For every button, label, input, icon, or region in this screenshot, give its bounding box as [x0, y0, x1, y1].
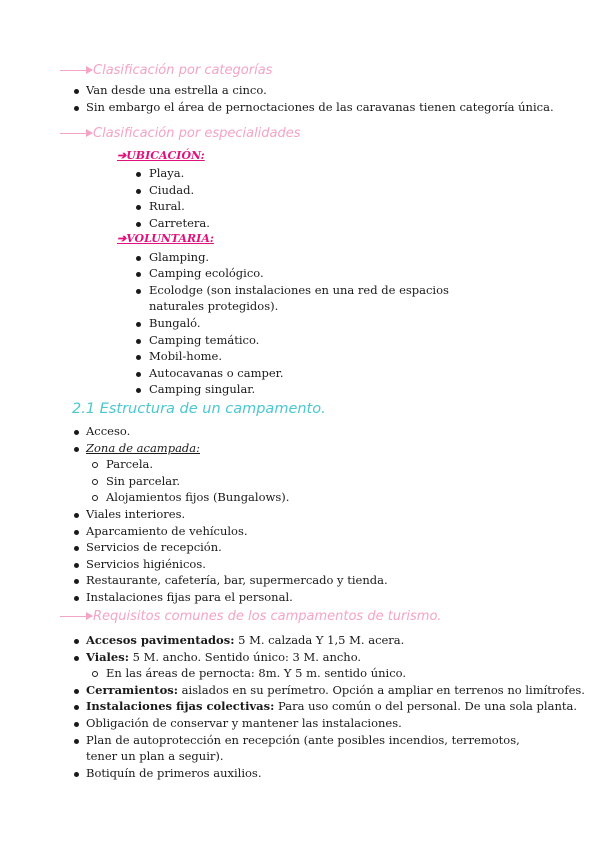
- circle-bullet-icon: [92, 495, 98, 501]
- bullet-icon: [74, 106, 79, 111]
- list-item: Bungaló.: [149, 316, 201, 330]
- heading-especialidades: [60, 125, 301, 141]
- list-item-viales: [86, 649, 361, 665]
- list-item: Plan de autoprotección en recepción (ante posibles incendios, terremotos, tener un plan a seguir).: [86, 733, 520, 763]
- list-item: Servicios higiénicos.: [86, 557, 206, 571]
- subheading-voluntaria: ➔VOLUNTARIA:: [117, 232, 214, 245]
- bullet-icon: [136, 339, 141, 344]
- list-item: Glamping.: [149, 250, 210, 264]
- heading-requisitos: [60, 608, 442, 624]
- bullet-icon: [136, 289, 141, 294]
- list-item: Servicios de recepción.: [86, 540, 222, 554]
- heading-especialidades-text: Clasificación por especialidades: [93, 125, 301, 141]
- bullet-icon: [136, 322, 141, 327]
- heading-categorias: [60, 62, 272, 78]
- bullet-icon: [74, 705, 79, 710]
- bullet-icon: [136, 222, 141, 227]
- bullet-icon: [136, 372, 141, 377]
- list-item: Camping temático.: [149, 333, 260, 347]
- list-item: Sin embargo el área de pernoctaciones de las caravanas tienen categoría única.: [86, 100, 554, 114]
- list-item: Restaurante, cafetería, bar, supermercado y tienda.: [86, 573, 388, 587]
- bullet-icon: [74, 739, 79, 744]
- bullet-icon: [136, 172, 141, 177]
- list-item-zona: Zona de acampada:: [86, 441, 201, 455]
- bullet-icon: [74, 546, 79, 551]
- viales-label: Viales:: [86, 650, 129, 664]
- list-item: Van desde una estrella a cinco.: [86, 83, 267, 97]
- list-item: Playa.: [149, 166, 185, 180]
- list-item-cerramientos: [86, 682, 585, 698]
- sub-list-item: En las áreas de pernocta: 8m. Y 5 m. sentido único.: [106, 666, 407, 680]
- sub-list-item: Alojamientos fijos (Bungalows).: [106, 490, 290, 504]
- subheading-ubicacion: ➔UBICACIÓN:: [117, 149, 205, 162]
- list-item: Botiquín de primeros auxilios.: [86, 766, 262, 780]
- bullet-icon: [74, 513, 79, 518]
- bullet-icon: [74, 530, 79, 535]
- list-item: Ciudad.: [149, 183, 195, 197]
- list-item: Mobil-home.: [149, 349, 222, 363]
- heading-estructura: 2.1 Estructura de un campamento.: [72, 401, 326, 417]
- list-item: Ecolodge (son instalaciones en una red de espacios naturales protegidos).: [149, 283, 449, 313]
- list-item: Acceso.: [86, 424, 131, 438]
- sub-list-item: Sin parcelar.: [106, 474, 181, 488]
- accesos-label: Accesos pavimentados:: [86, 633, 235, 647]
- bullet-icon: [136, 256, 141, 261]
- bullet-icon: [136, 189, 141, 194]
- instalaciones-label: Instalaciones fijas colectivas:: [86, 699, 275, 713]
- bullet-icon: [74, 89, 79, 94]
- list-item: Rural.: [149, 199, 185, 213]
- arrow-icon: [60, 616, 92, 617]
- bullet-icon: [74, 430, 79, 435]
- circle-bullet-icon: [92, 479, 98, 485]
- list-item: Camping ecológico.: [149, 266, 264, 280]
- bullet-icon: [74, 447, 79, 452]
- bullet-icon: [74, 772, 79, 777]
- circle-bullet-icon: [92, 462, 98, 468]
- heading-categorias-text: Clasificación por categorías: [93, 62, 273, 78]
- sub-list-item: Parcela.: [106, 457, 154, 471]
- bullet-icon: [74, 656, 79, 661]
- bullet-icon: [74, 579, 79, 584]
- bullet-icon: [74, 596, 79, 601]
- bullet-icon: [74, 689, 79, 694]
- circle-bullet-icon: [92, 671, 98, 677]
- bullet-icon: [74, 639, 79, 644]
- list-item: Obligación de conservar y mantener las instalaciones.: [86, 716, 402, 730]
- list-item: Carretera.: [149, 216, 210, 230]
- bullet-icon: [74, 722, 79, 727]
- viales-text: 5 M. ancho. Sentido único: 3 M. ancho.: [128, 650, 362, 664]
- list-item-accesos: [86, 632, 404, 648]
- list-item: Viales interiores.: [86, 507, 186, 521]
- bullet-icon: [136, 355, 141, 360]
- bullet-icon: [136, 388, 141, 393]
- list-item: Autocavanas o camper.: [149, 366, 284, 380]
- list-item: Camping singular.: [149, 382, 256, 396]
- list-item-instalaciones: [86, 698, 577, 714]
- list-item: Instalaciones fijas para el personal.: [86, 590, 293, 604]
- cerramientos-label: Cerramientos:: [86, 683, 178, 697]
- heading-requisitos-text: Requisitos comunes de los campamentos de turismo.: [93, 608, 442, 624]
- bullet-icon: [136, 272, 141, 277]
- list-item: Aparcamiento de vehículos.: [86, 524, 248, 538]
- arrow-icon: [60, 70, 92, 71]
- instalaciones-text: Para uso común o del personal. De una sola planta.: [274, 699, 577, 713]
- arrow-icon: [60, 133, 92, 134]
- bullet-icon: [74, 563, 79, 568]
- cerramientos-text: aislados en su perímetro. Opción a ampliar en terrenos no limítrofes.: [177, 683, 585, 697]
- accesos-text: 5 M. calzada Y 1,5 M. acera.: [234, 633, 405, 647]
- bullet-icon: [136, 205, 141, 210]
